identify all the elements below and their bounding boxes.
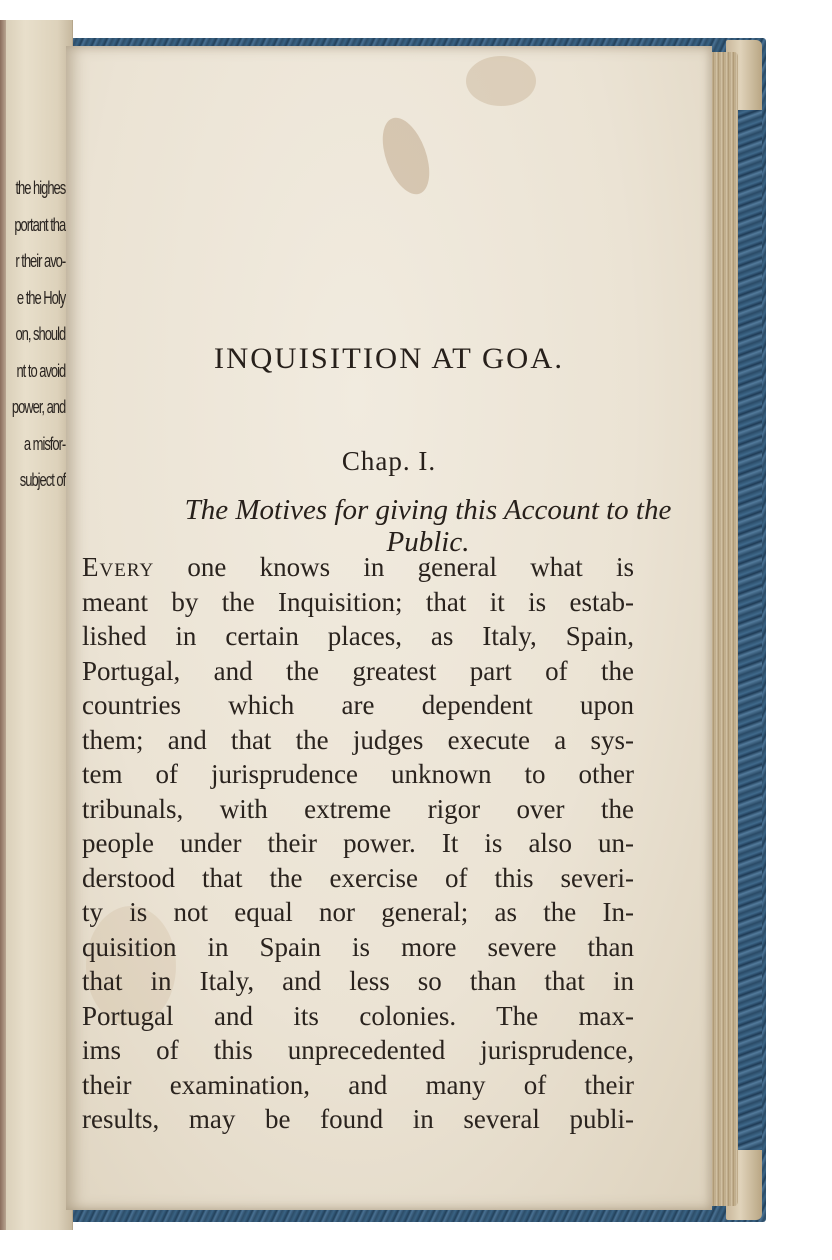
left-line: portant tha xyxy=(14,214,66,235)
body-line: results, may be found in several publi- xyxy=(82,1104,634,1134)
left-page-text xyxy=(0,170,66,499)
body-line: meant by the Inquisition; that it is estab- xyxy=(82,586,634,617)
body-line: countries which are dependent upon xyxy=(82,690,634,720)
left-line: e the Holy xyxy=(16,287,66,308)
body-line: tribunals, with extreme rigor over the xyxy=(82,793,634,824)
body-first-word: Every xyxy=(82,552,155,582)
marbled-board xyxy=(738,110,762,1150)
body-line: ty is not equal nor general; as the In- xyxy=(82,897,634,927)
body-line: their examination, and many of their xyxy=(82,1069,634,1100)
chapter-subtitle: The Motives for giving this Account to the Public. xyxy=(184,494,672,558)
chapter-heading: Chap. I. xyxy=(341,446,437,476)
left-line: nt to avoid xyxy=(16,360,66,381)
body-line: people under their power. It is also un- xyxy=(82,828,634,858)
page-title: INQUISITION AT GOA. xyxy=(213,342,565,375)
left-line: power, and xyxy=(11,397,66,417)
left-line: subject of xyxy=(19,470,66,490)
body-line: quisition in Spain is more severe than xyxy=(82,931,634,962)
body-line: ims of this unprecedented jurisprudence, xyxy=(82,1035,634,1065)
body-line xyxy=(82,550,634,585)
body-line: tem of jurisprudence unknown to other xyxy=(82,759,634,789)
body-line: lished in certain places, as Italy, Spain, xyxy=(82,621,634,651)
left-line: r their avo- xyxy=(15,251,66,271)
left-line: the highes xyxy=(15,178,66,198)
body-line: them; and that the judges execute a sys- xyxy=(82,724,634,755)
body-line: Portugal, and the greatest part of the xyxy=(82,655,634,686)
body-line: that in Italy, and less so than that in xyxy=(82,966,634,996)
page-stain xyxy=(466,56,536,106)
body-text xyxy=(82,550,634,1137)
body-line: derstood that the exercise of this severi- xyxy=(82,862,634,893)
body-line-text: one knows in general what is xyxy=(154,552,634,582)
left-line: on, should xyxy=(15,324,66,344)
left-page xyxy=(0,20,73,1230)
left-line: a misfor- xyxy=(23,433,66,454)
page-stain xyxy=(374,112,439,201)
body-line: Portugal and its colonies. The max- xyxy=(82,1000,634,1031)
